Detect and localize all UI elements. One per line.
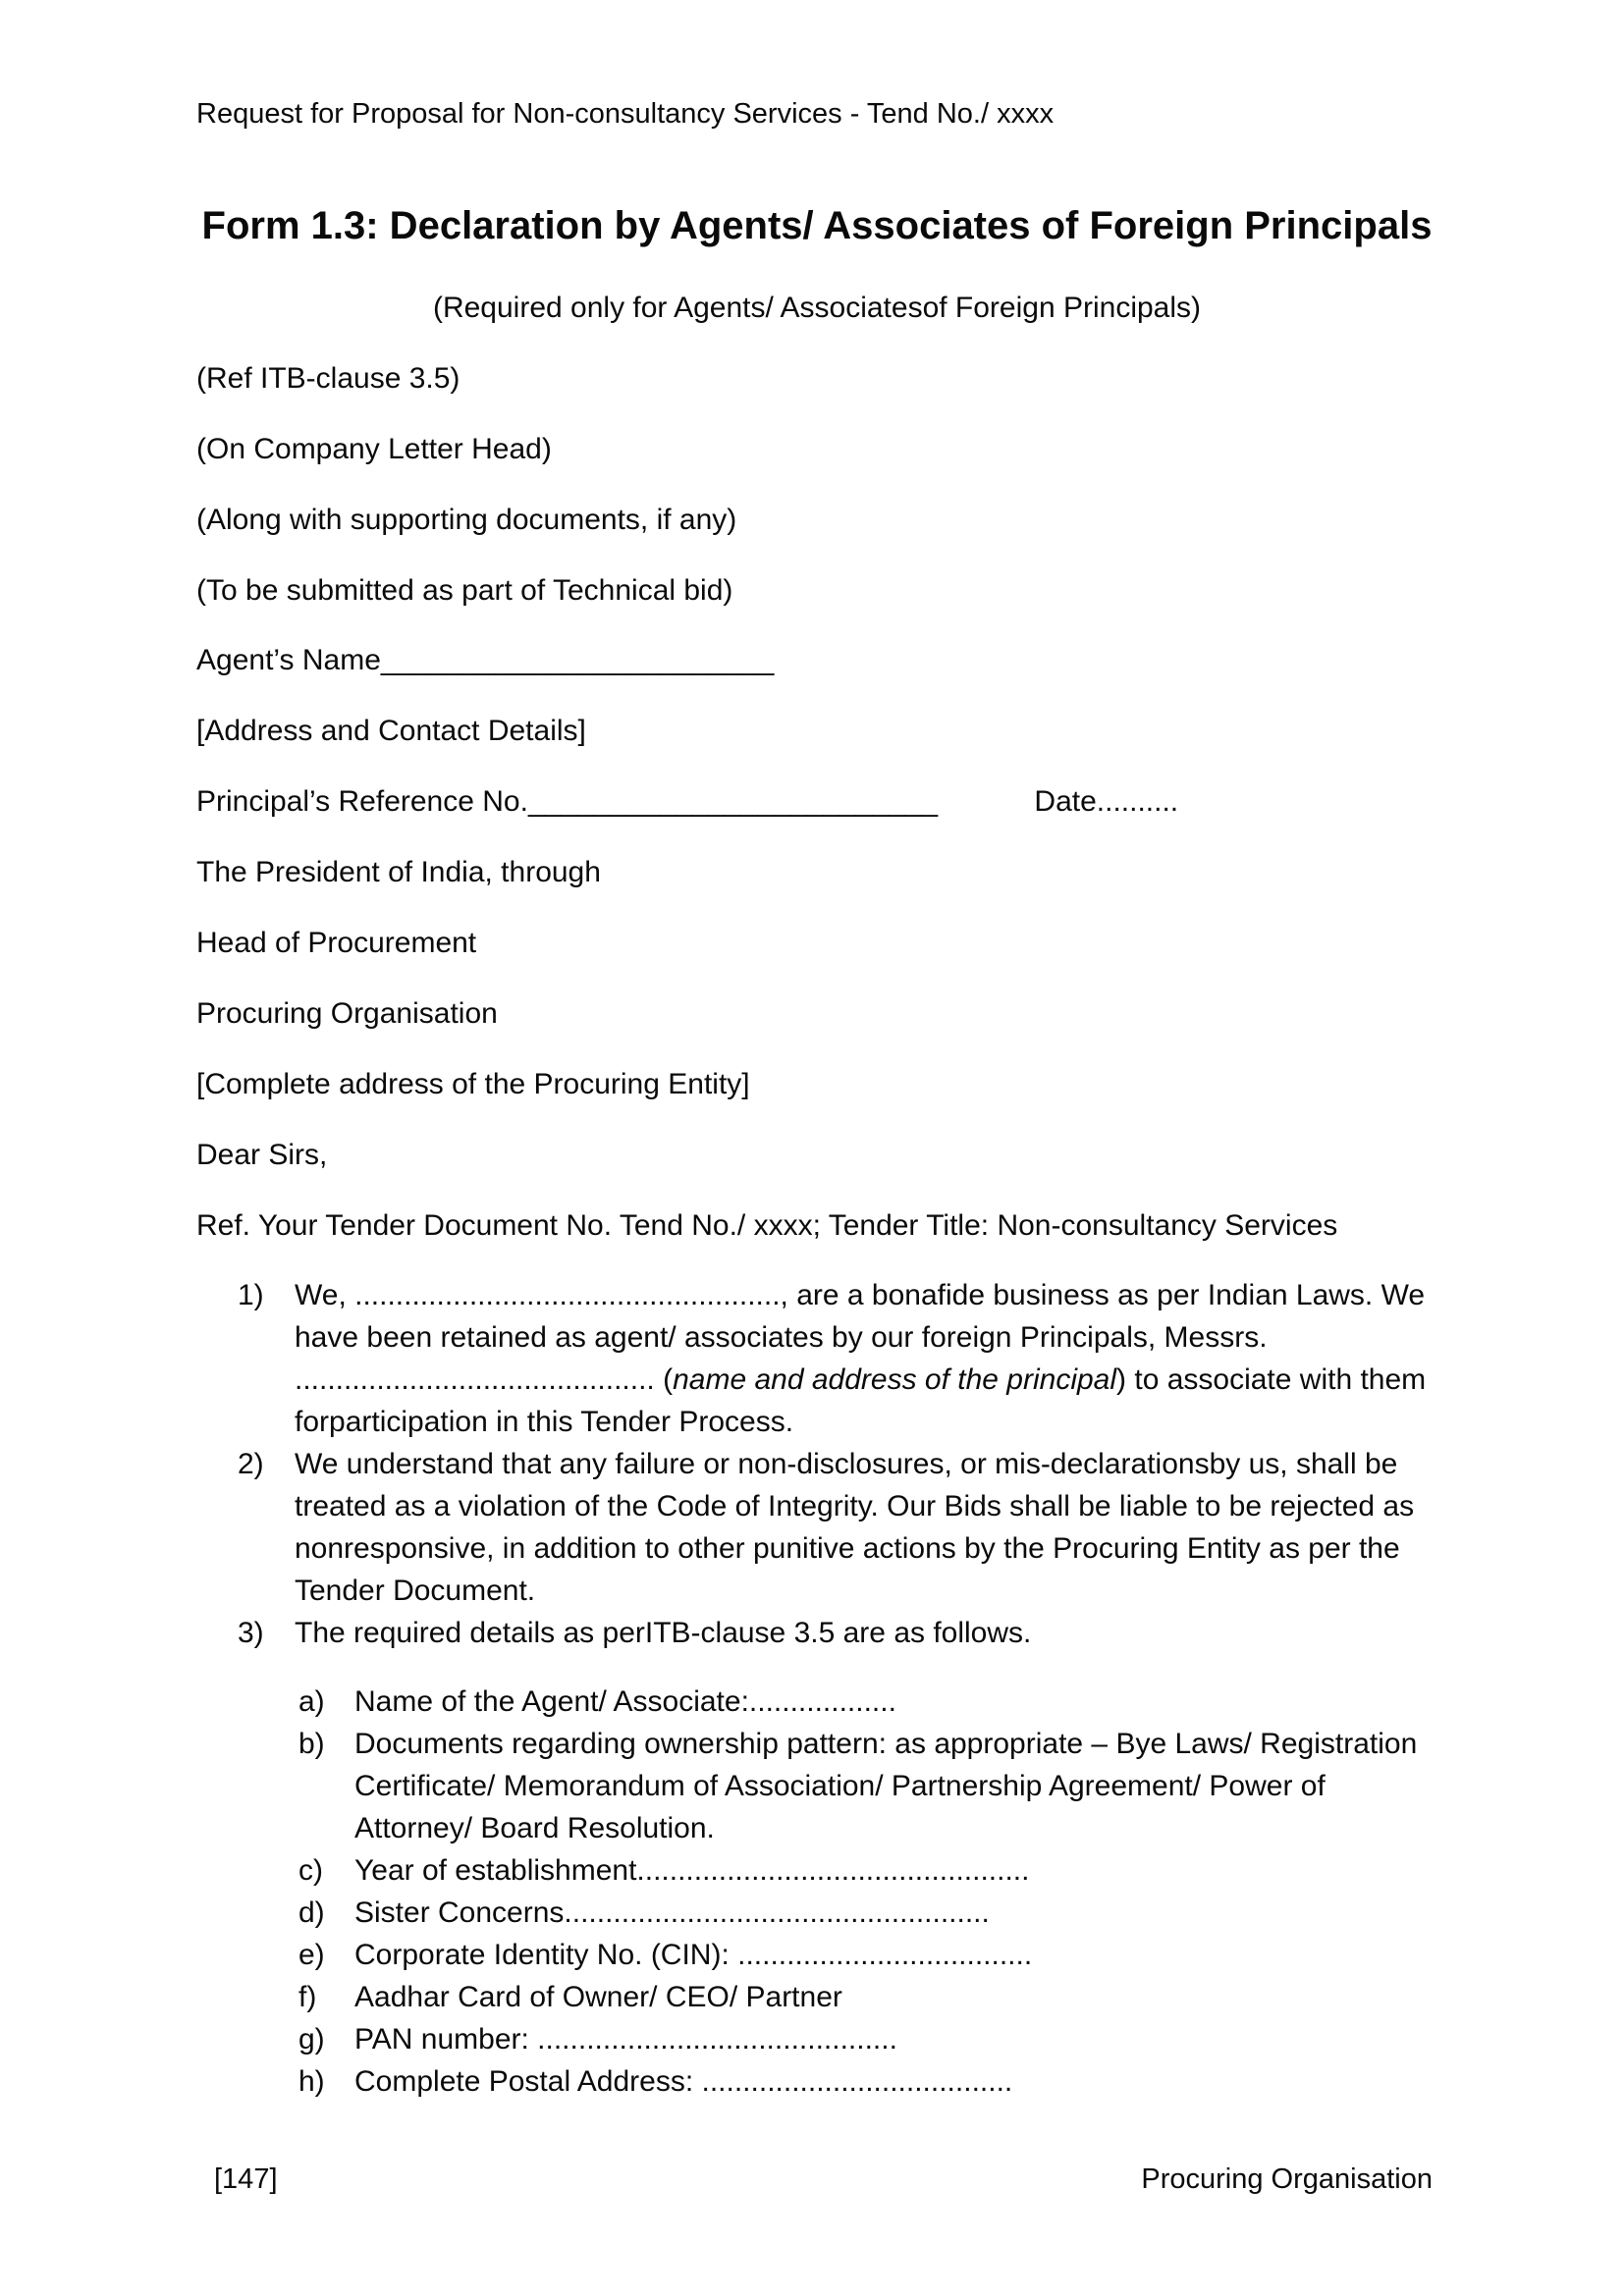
sub-marker-c: c) <box>298 1854 323 1888</box>
tender-reference-line: Ref. Your Tender Document No. Tend No./ xxxx; Tender Title: Non-consultancy Services <box>196 1208 1338 1242</box>
reference-date-line <box>196 781 1437 824</box>
addressee-organisation-line: Procuring Organisation <box>196 996 498 1030</box>
letterhead-note: (On Company Letter Head) <box>196 432 552 465</box>
declaration-item-3 <box>196 1613 1437 1655</box>
list-marker-3: 3) <box>238 1616 264 1649</box>
detail-item-b <box>196 1724 1437 1850</box>
supporting-documents-note: (Along with supporting documents, if any) <box>196 503 737 536</box>
running-header-text: Request for Proposal for Non-consultancy Services - Tend No./ xxxx <box>196 98 1055 130</box>
detail-item-e-text: Corporate Identity No. (CIN): .................................... <box>354 1938 1033 1971</box>
list-marker-1: 1) <box>238 1279 264 1312</box>
list-marker-2: 2) <box>238 1448 264 1481</box>
sub-marker-b: b) <box>298 1728 325 1761</box>
principal-reference-blank: Principal’s Reference No._________________________ <box>196 785 939 819</box>
detail-item-d-text: Sister Concerns.................................................... <box>354 1896 990 1929</box>
addressee-address-line: [Complete address of the Procuring Entity] <box>196 1067 750 1100</box>
detail-item-h <box>196 2061 1437 2104</box>
detail-item-a-text: Name of the Agent/ Associate:.................. <box>354 1685 896 1719</box>
agent-name-line: Agent’s Name________________________ <box>196 644 775 677</box>
sub-marker-a: a) <box>298 1685 325 1719</box>
ref-itb-clause-note: (Ref ITB-clause 3.5) <box>196 361 460 395</box>
detail-item-c <box>196 1850 1437 1893</box>
declaration-item-1-part-before: We, ...................................................., are a bonafide business as per Indian Laws. We have been retained as agent/ associates by our foreign Principals, Messrs. ............................................ ( <box>295 1279 1426 1397</box>
required-details-list <box>196 1682 1437 2103</box>
detail-item-f-text: Aadhar Card of Owner/ CEO/ Partner <box>354 1980 842 2013</box>
footer-organisation: Procuring Organisation <box>1141 2163 1433 2195</box>
detail-item-b-text: Documents regarding ownership pattern: as appropriate – Bye Laws/ Registration Certificate/ Memorandum of Association/ Partnership Agreement/ Power of Attorney/ Board Resolution. <box>354 1728 1418 1845</box>
sub-marker-g: g) <box>298 2022 325 2056</box>
detail-item-f <box>196 1977 1437 2019</box>
detail-item-a <box>196 1682 1437 1724</box>
declaration-item-2 <box>196 1444 1437 1613</box>
salutation-line: Dear Sirs, <box>196 1138 328 1171</box>
page-footer <box>214 2160 1433 2200</box>
principal-name-italic: name and address of the principal <box>673 1363 1117 1397</box>
page-number: [147] <box>214 2163 278 2195</box>
declaration-item-1-part-after: ) to associate with them forparticipation in this Tender Process. <box>295 1363 1427 1439</box>
detail-item-h-text: Complete Postal Address: ...................................... <box>354 2064 1013 2098</box>
detail-item-g-text: PAN number: ............................................ <box>354 2022 897 2056</box>
document-body <box>196 201 1437 2103</box>
running-header <box>196 94 1437 134</box>
date-blank: Date.......... <box>1034 785 1179 819</box>
sub-marker-d: d) <box>298 1896 325 1929</box>
sub-marker-h: h) <box>298 2064 325 2098</box>
declaration-item-3-text: The required details as perITB-clause 3.5 are as follows. <box>295 1616 1032 1649</box>
detail-item-d <box>196 1893 1437 1935</box>
sub-marker-e: e) <box>298 1938 325 1971</box>
addressee-head-procurement-line: Head of Procurement <box>196 927 477 960</box>
declaration-item-1 <box>196 1275 1437 1444</box>
sub-marker-f: f) <box>298 1980 317 2013</box>
technical-bid-note: (To be submitted as part of Technical bid) <box>196 573 733 607</box>
form-subtitle: (Required only for Agents/ Associatesof Foreign Principals) <box>432 292 1202 324</box>
address-contact-line: [Address and Contact Details] <box>196 715 586 748</box>
addressee-president-line: The President of India, through <box>196 856 601 889</box>
declaration-list <box>196 1275 1437 2103</box>
detail-item-e <box>196 1935 1437 1977</box>
detail-item-g <box>196 2019 1437 2061</box>
declaration-item-1-text <box>295 1275 1437 1444</box>
form-title: Form 1.3: Declaration by Agents/ Associates of Foreign Principals <box>201 204 1433 247</box>
detail-item-c-text: Year of establishment................................................ <box>354 1854 1030 1888</box>
declaration-item-2-text: We understand that any failure or non-disclosures, or mis-declarationsby us, shall be treated as a violation of the Code of Integrity. Our Bids shall be liable to be rejected as nonresponsive, in addition to other punitive actions by the Procuring Entity as per the Tender Document. <box>295 1448 1415 1607</box>
